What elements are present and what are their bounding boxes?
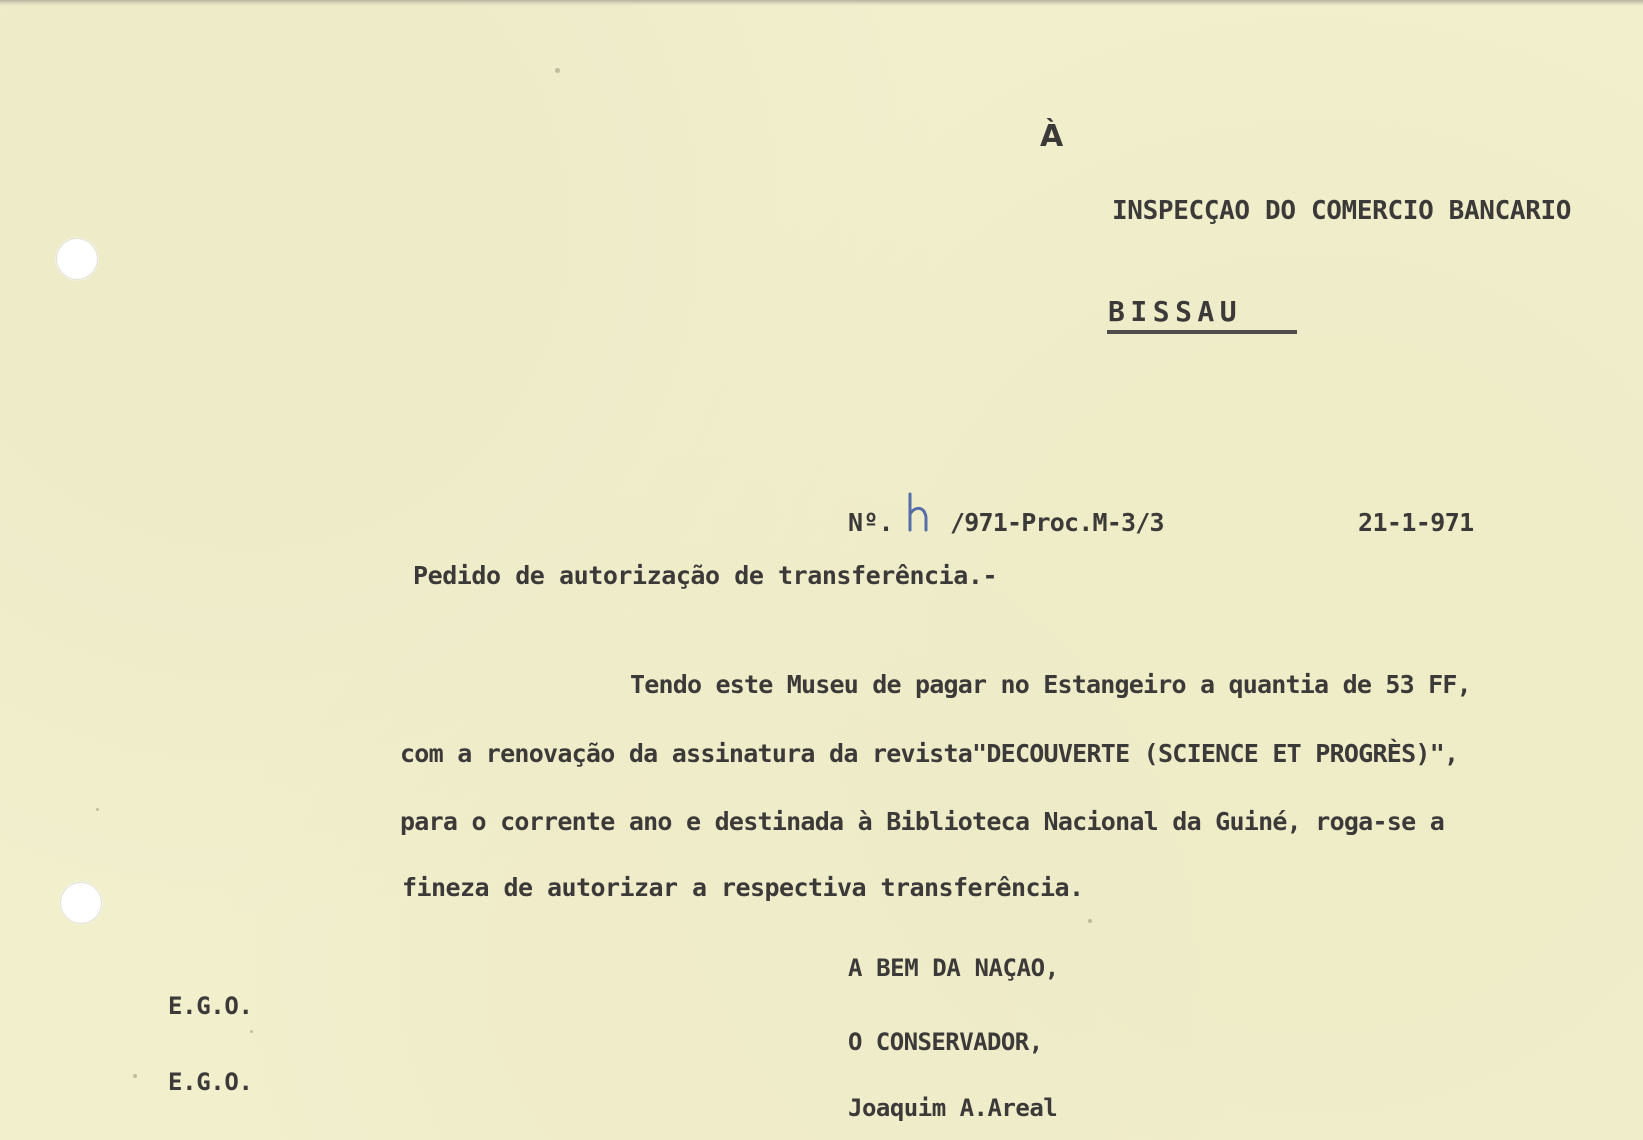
addressee-city: BISSAU <box>1108 295 1243 328</box>
handwritten-number-glyph <box>904 486 932 538</box>
body-line-2: com a renovação da assinatura da revista"DECOUVERTE (SCIENCE ET PROGRÈS)", <box>400 739 1459 768</box>
margin-note-1: E.G.O. <box>168 992 253 1020</box>
reference-rest: /971-Proc.M-3/3 <box>950 508 1164 537</box>
city-underline <box>1107 330 1297 334</box>
body-line-1: Tendo este Museu de pagar no Estangeiro a quantia de 53 FF, <box>630 670 1471 699</box>
reference-number-text <box>904 538 905 539</box>
paper-speck <box>1088 919 1092 923</box>
signer-title: O CONSERVADOR, <box>848 1028 1043 1056</box>
punch-hole-lower <box>60 882 102 924</box>
punch-hole-upper <box>56 238 98 280</box>
handwritten-reference-number <box>904 486 932 538</box>
subject-line: Pedido de autorização de transferência.- <box>413 561 998 590</box>
closing-phrase: A BEM DA NAÇAO, <box>848 954 1059 982</box>
paper-top-edge <box>0 0 1643 6</box>
addressee-name: INSPECÇAO DO COMERCIO BANCARIO <box>1112 196 1572 226</box>
signer-name: Joaquim A.Areal <box>848 1094 1058 1122</box>
paper-speck <box>250 1030 253 1033</box>
body-line-3: para o corrente ano e destinada à Biblioteca Nacional da Guiné, roga-se a <box>400 807 1444 836</box>
paper-speck <box>96 808 99 811</box>
addressee-prefix: À <box>1040 119 1064 154</box>
paper-speck <box>555 68 560 73</box>
reference-prefix: Nº. <box>848 508 894 537</box>
body-line-4: fineza de autorizar a respectiva transferência. <box>402 873 1084 902</box>
paper-speck <box>133 1074 137 1078</box>
margin-note-2: E.G.O. <box>168 1068 253 1096</box>
letter-date: 21-1-971 <box>1358 508 1474 537</box>
